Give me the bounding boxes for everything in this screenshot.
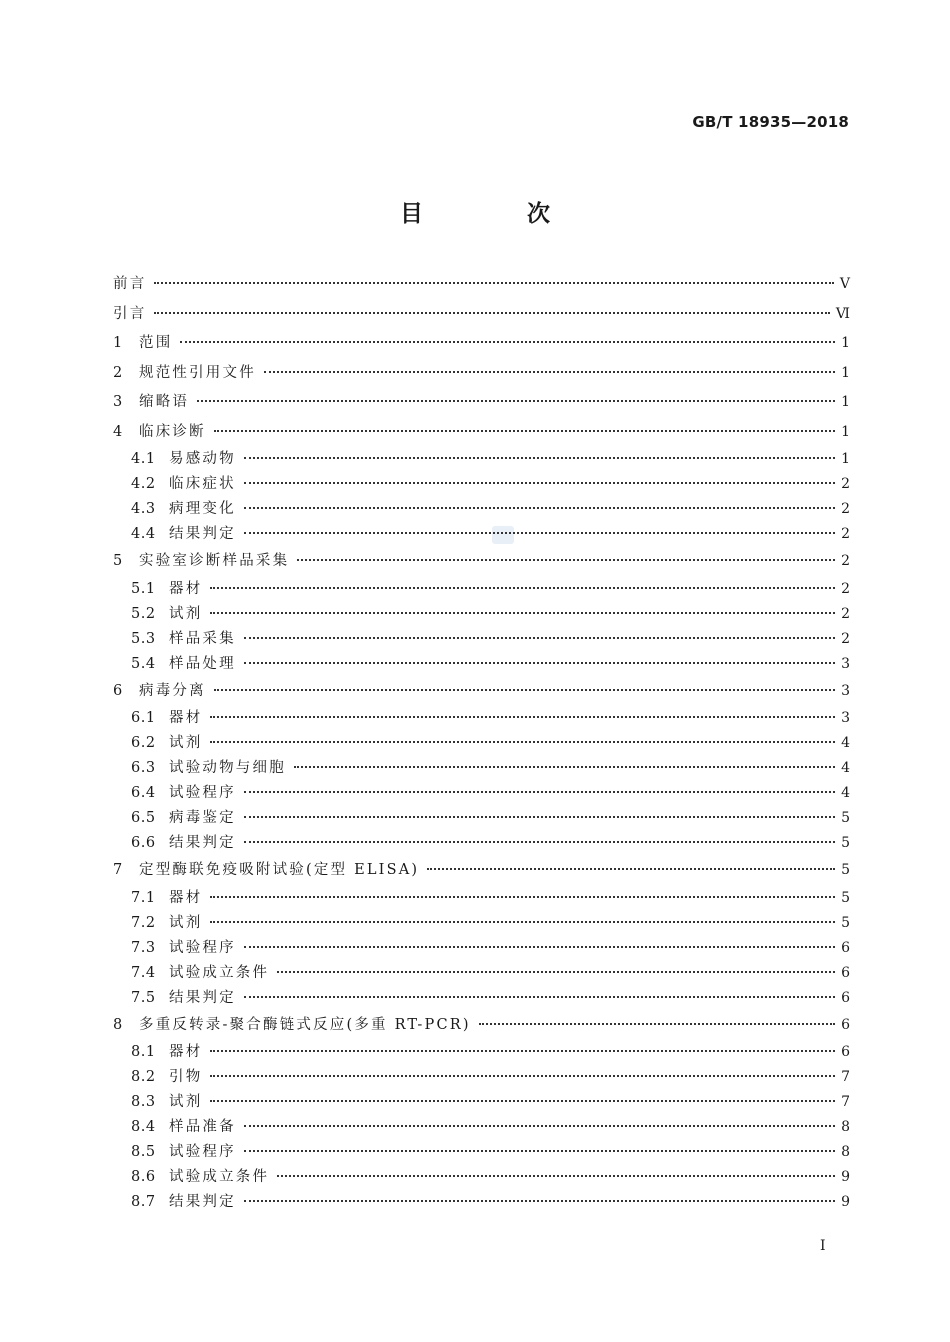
toc-entry-page: 9 <box>841 1194 850 1210</box>
toc-entry-page: 1 <box>841 451 850 467</box>
toc-entry[interactable] <box>113 497 850 522</box>
dot-leader <box>479 1022 835 1025</box>
toc-entry-title: 样品准备 <box>169 1119 236 1135</box>
dot-leader <box>244 531 835 534</box>
toc-entry-number: 6.4 <box>131 785 156 801</box>
dot-leader <box>214 429 835 432</box>
toc-entry-number: 2 <box>113 364 123 381</box>
dot-leader <box>297 558 835 561</box>
page-title: 目 次 <box>399 201 598 227</box>
toc-entry-number: 4.1 <box>131 451 156 467</box>
toc-entry-number: 6.3 <box>131 760 156 776</box>
toc-entry[interactable] <box>113 781 850 806</box>
toc-entry[interactable] <box>113 706 850 731</box>
toc-entry-page: 9 <box>841 1169 850 1185</box>
toc-entry-title: 样品采集 <box>169 630 236 647</box>
dot-leader <box>210 1099 835 1102</box>
toc-entry-page: 3 <box>841 655 850 672</box>
toc-entry-title: 试剂 <box>169 735 203 751</box>
toc-entry[interactable] <box>113 1140 850 1165</box>
toc-entry-page: 2 <box>841 526 850 542</box>
toc-entry-page: 2 <box>841 605 850 622</box>
toc-entry[interactable] <box>113 300 850 330</box>
toc-entry[interactable] <box>113 1040 850 1065</box>
dot-leader <box>427 867 835 870</box>
toc-entry-title: 引言 <box>113 305 147 322</box>
toc-entry-page: 2 <box>841 553 850 569</box>
toc-entry[interactable] <box>113 911 850 936</box>
toc-entry[interactable] <box>113 472 850 497</box>
toc-entry-title: 临床症状 <box>169 476 236 492</box>
toc-entry-number: 8.7 <box>131 1194 156 1210</box>
toc-entry-page: 1 <box>841 423 850 440</box>
toc-entry-number: 5 <box>113 553 123 569</box>
dot-leader <box>210 611 835 614</box>
toc-entry-number: 8.3 <box>131 1094 156 1110</box>
toc-entry[interactable] <box>113 522 850 547</box>
toc-entry[interactable] <box>113 547 850 577</box>
toc-entry[interactable] <box>113 1065 850 1090</box>
toc-entry[interactable] <box>113 1011 850 1041</box>
toc-entry-page: 5 <box>841 889 850 906</box>
table-of-contents <box>113 270 850 1215</box>
toc-entry-title: 试验程序 <box>169 1144 236 1160</box>
toc-entry-number: 6.2 <box>131 735 156 751</box>
toc-entry-number: 6.1 <box>131 710 156 726</box>
toc-entry-page: 3 <box>841 710 850 726</box>
toc-entry-page: 3 <box>841 682 850 699</box>
toc-entry-title: 试剂 <box>169 914 203 931</box>
dot-leader <box>244 481 835 484</box>
toc-entry-title: 定型酶联免疫吸附试验(定型 ELISA) <box>139 862 420 878</box>
dot-leader <box>244 636 835 639</box>
toc-entry-number: 4.2 <box>131 476 156 492</box>
toc-entry-title: 病毒鉴定 <box>169 810 236 826</box>
toc-entry-title: 实验室诊断样品采集 <box>139 553 290 569</box>
toc-entry[interactable] <box>113 627 850 652</box>
toc-entry-page: 2 <box>841 476 850 492</box>
toc-entry-number: 4 <box>113 423 123 440</box>
toc-entry-number: 7 <box>113 862 123 878</box>
dot-leader <box>154 281 833 284</box>
dot-leader <box>210 1074 835 1077</box>
dot-leader <box>277 1174 835 1177</box>
toc-entry-number: 8.5 <box>131 1144 156 1160</box>
dot-leader <box>210 586 835 589</box>
dot-leader <box>244 1149 835 1152</box>
dot-leader <box>197 399 835 402</box>
page-number: I <box>820 1238 826 1254</box>
toc-entry-number: 4.4 <box>131 526 156 542</box>
dot-leader <box>277 970 835 973</box>
toc-entry-title: 病毒分离 <box>139 682 206 699</box>
toc-entry-page: 1 <box>841 335 850 351</box>
toc-entry-title: 结果判定 <box>169 989 236 1006</box>
toc-entry-page: 5 <box>841 862 850 878</box>
toc-entry-page: 6 <box>841 1016 850 1033</box>
toc-entry-title: 样品处理 <box>169 655 236 672</box>
toc-entry[interactable] <box>113 831 850 856</box>
toc-entry-number: 7.2 <box>131 914 156 931</box>
dot-leader <box>244 945 835 948</box>
toc-entry-page: 2 <box>841 630 850 647</box>
toc-entry-number: 6.6 <box>131 835 156 851</box>
toc-entry-title: 范围 <box>139 335 173 351</box>
toc-entry-title: 临床诊断 <box>139 423 206 440</box>
toc-entry-page: 5 <box>841 914 850 931</box>
toc-entry-page: 4 <box>841 785 850 801</box>
toc-entry-number: 5.4 <box>131 655 156 672</box>
toc-entry[interactable] <box>113 1165 850 1190</box>
toc-entry[interactable] <box>113 856 850 886</box>
toc-entry[interactable] <box>113 806 850 831</box>
toc-entry-number: 6.5 <box>131 810 156 826</box>
toc-entry[interactable] <box>113 986 850 1011</box>
toc-entry[interactable] <box>113 418 850 448</box>
toc-entry[interactable] <box>113 1115 850 1140</box>
toc-entry-title: 缩略语 <box>139 394 190 410</box>
toc-entry-title: 易感动物 <box>169 451 236 467</box>
toc-entry-title: 引物 <box>169 1069 203 1085</box>
dot-leader <box>210 715 835 718</box>
dot-leader <box>180 340 835 343</box>
toc-entry-number: 7.1 <box>131 889 156 906</box>
toc-entry[interactable] <box>113 388 850 418</box>
dot-leader <box>244 506 835 509</box>
toc-entry-title: 结果判定 <box>169 1194 236 1210</box>
toc-entry-page: 1 <box>841 394 850 410</box>
toc-entry[interactable] <box>113 1190 850 1215</box>
toc-entry-page: Ⅴ <box>839 276 850 292</box>
dot-leader <box>154 311 830 314</box>
toc-entry-title: 试剂 <box>169 605 203 622</box>
toc-entry-page: 6 <box>841 939 850 956</box>
toc-entry-number: 8.1 <box>131 1044 156 1060</box>
dot-leader <box>244 790 835 793</box>
toc-entry[interactable] <box>113 359 850 389</box>
dot-leader <box>244 661 835 664</box>
toc-entry-page: 8 <box>841 1144 850 1160</box>
toc-entry-number: 8.6 <box>131 1169 156 1185</box>
toc-entry-title: 结果判定 <box>169 526 236 542</box>
toc-entry-title: 器材 <box>169 889 203 906</box>
toc-entry-page: 2 <box>841 580 850 597</box>
toc-entry-page: Ⅵ <box>835 305 850 322</box>
toc-entry-number: 8.4 <box>131 1119 156 1135</box>
toc-entry-number: 8.2 <box>131 1069 156 1085</box>
dot-leader <box>244 815 835 818</box>
toc-entry[interactable] <box>113 1090 850 1115</box>
dot-leader <box>264 370 835 373</box>
dot-leader <box>210 740 835 743</box>
toc-entry-title: 器材 <box>169 580 203 597</box>
toc-entry[interactable] <box>113 936 850 961</box>
toc-entry-page: 6 <box>841 989 850 1006</box>
dot-leader <box>244 995 835 998</box>
standard-code: GB/T 18935—2018 <box>692 113 849 131</box>
toc-entry[interactable] <box>113 756 850 781</box>
dot-leader <box>214 688 835 691</box>
toc-entry-number: 7.5 <box>131 989 156 1006</box>
toc-entry-page: 7 <box>841 1094 850 1110</box>
toc-entry-page: 8 <box>841 1119 850 1135</box>
dot-leader <box>244 456 835 459</box>
toc-entry-page: 1 <box>841 364 850 381</box>
toc-entry-number: 5.2 <box>131 605 156 622</box>
toc-entry-number: 4.3 <box>131 501 156 517</box>
toc-entry[interactable] <box>113 886 850 911</box>
toc-entry-title: 器材 <box>169 1044 203 1060</box>
toc-entry[interactable] <box>113 731 850 756</box>
toc-entry-page: 4 <box>841 735 850 751</box>
toc-entry-page: 5 <box>841 810 850 826</box>
toc-entry-page: 7 <box>841 1069 850 1085</box>
toc-entry[interactable] <box>113 677 850 707</box>
toc-entry-title: 试验程序 <box>169 785 236 801</box>
toc-entry[interactable] <box>113 652 850 677</box>
toc-entry-title: 试验程序 <box>169 939 236 956</box>
toc-entry-number: 3 <box>113 394 123 410</box>
toc-entry-page: 6 <box>841 964 850 981</box>
dot-leader <box>210 895 835 898</box>
toc-entry-title: 病理变化 <box>169 501 236 517</box>
toc-entry[interactable] <box>113 961 850 986</box>
dot-leader <box>294 765 835 768</box>
dot-leader <box>244 1124 835 1127</box>
toc-entry[interactable] <box>113 329 850 359</box>
toc-entry-page: 5 <box>841 835 850 851</box>
toc-entry-page: 2 <box>841 501 850 517</box>
toc-entry-title: 多重反转录-聚合酶链式反应(多重 RT-PCR) <box>139 1016 471 1033</box>
toc-entry-title: 试剂 <box>169 1094 203 1110</box>
toc-entry-title: 前言 <box>113 276 147 292</box>
toc-entry-number: 1 <box>113 335 123 351</box>
toc-entry-number: 5.3 <box>131 630 156 647</box>
toc-entry-number: 5.1 <box>131 580 156 597</box>
dot-leader <box>210 920 835 923</box>
toc-entry[interactable] <box>113 447 850 472</box>
toc-entry-number: 7.4 <box>131 964 156 981</box>
toc-entry-title: 试验成立条件 <box>169 1169 270 1185</box>
toc-entry-number: 6 <box>113 682 123 699</box>
toc-entry-number: 8 <box>113 1016 123 1033</box>
dot-leader <box>210 1049 835 1052</box>
toc-entry-title: 器材 <box>169 710 203 726</box>
toc-entry-title: 试验成立条件 <box>169 964 270 981</box>
toc-entry[interactable] <box>113 270 850 300</box>
dot-leader <box>244 840 835 843</box>
toc-entry-number: 7.3 <box>131 939 156 956</box>
dot-leader <box>244 1199 835 1202</box>
toc-entry-title: 规范性引用文件 <box>139 364 256 381</box>
toc-entry[interactable] <box>113 577 850 602</box>
toc-entry-page: 6 <box>841 1044 850 1060</box>
toc-entry-title: 试验动物与细胞 <box>169 760 286 776</box>
toc-entry-title: 结果判定 <box>169 835 236 851</box>
toc-entry-page: 4 <box>841 760 850 776</box>
toc-entry[interactable] <box>113 602 850 627</box>
